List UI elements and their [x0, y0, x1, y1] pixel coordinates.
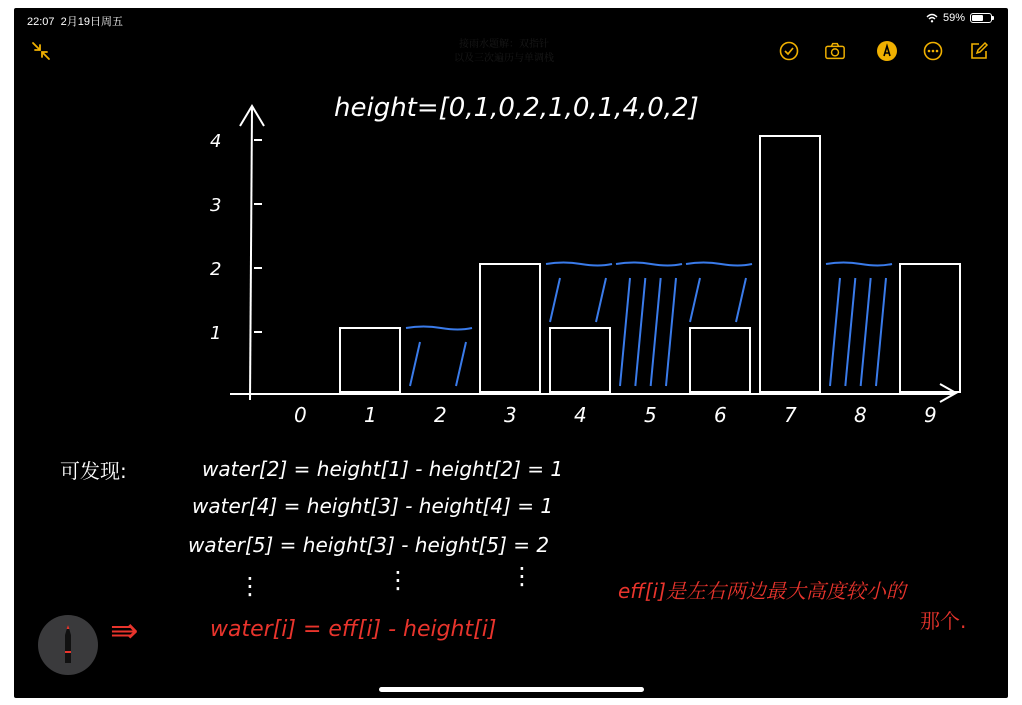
home-indicator[interactable]: [379, 687, 644, 692]
formula: water[i] = eff[i] - height[i]: [210, 617, 497, 642]
water-fill-6: [686, 263, 752, 323]
x-label-7: 7: [784, 403, 797, 427]
x-label-0: 0: [294, 403, 307, 427]
dots-b: ⋮: [386, 566, 410, 594]
x-label-4: 4: [574, 403, 587, 427]
x-label-2: 2: [434, 403, 447, 427]
faint-title-line-2: 以及三次遍历与单调栈: [454, 53, 554, 64]
water-fill-5: [616, 263, 682, 387]
chart-title: height=[0,1,0,2,1,0,1,4,0,2]: [334, 93, 699, 123]
drawing-canvas[interactable]: [14, 8, 1008, 698]
dots-c: ⋮: [510, 562, 534, 590]
note-line-1: water[2] = height[1] - height[2] = 1: [202, 457, 564, 481]
x-label-6: 6: [714, 403, 727, 427]
water-fill-2: [406, 327, 472, 387]
height-bar-9: [900, 264, 960, 392]
x-label-3: 3: [504, 403, 517, 427]
y-label-4: 4: [210, 131, 222, 152]
implies-arrow: ⇛: [110, 611, 139, 651]
battery-percent: 59%: [942, 12, 965, 24]
notes-screen: [14, 8, 1008, 698]
note-line-2: water[4] = height[3] - height[4] = 1: [192, 494, 554, 518]
x-label-5: 5: [644, 403, 657, 427]
observe-label: 可发现:: [60, 459, 127, 483]
height-bar-3: [480, 264, 540, 392]
y-label-3: 3: [210, 195, 222, 216]
height-bar-6: [690, 328, 750, 392]
height-bar-4: [550, 328, 610, 392]
status-time: 22:07 2月19日周五: [27, 16, 124, 28]
eff-note-line-2: 那个.: [920, 609, 967, 633]
x-label-8: 8: [854, 403, 867, 427]
x-label-1: 1: [364, 403, 377, 427]
y-axis: [250, 108, 252, 400]
height-bar-7: [760, 136, 820, 392]
water-fill-4: [546, 263, 612, 323]
status-date: 2月19日周五: [60, 16, 124, 28]
note-line-3: water[5] = height[3] - height[5] = 2: [188, 533, 550, 557]
dots-a: ⋮: [238, 572, 262, 600]
x-label-9: 9: [924, 403, 937, 427]
pencil-icon: [38, 615, 98, 675]
pencil-tool-button[interactable]: [38, 615, 98, 675]
water-fill-8: [826, 263, 892, 387]
y-label-2: 2: [210, 259, 222, 280]
faint-title-line-1: 接雨水题解：双指针: [459, 39, 549, 50]
eff-note-line-1: eff[i]是左右两边最大高度较小的: [618, 579, 906, 603]
height-bar-1: [340, 328, 400, 392]
y-label-1: 1: [210, 323, 222, 344]
